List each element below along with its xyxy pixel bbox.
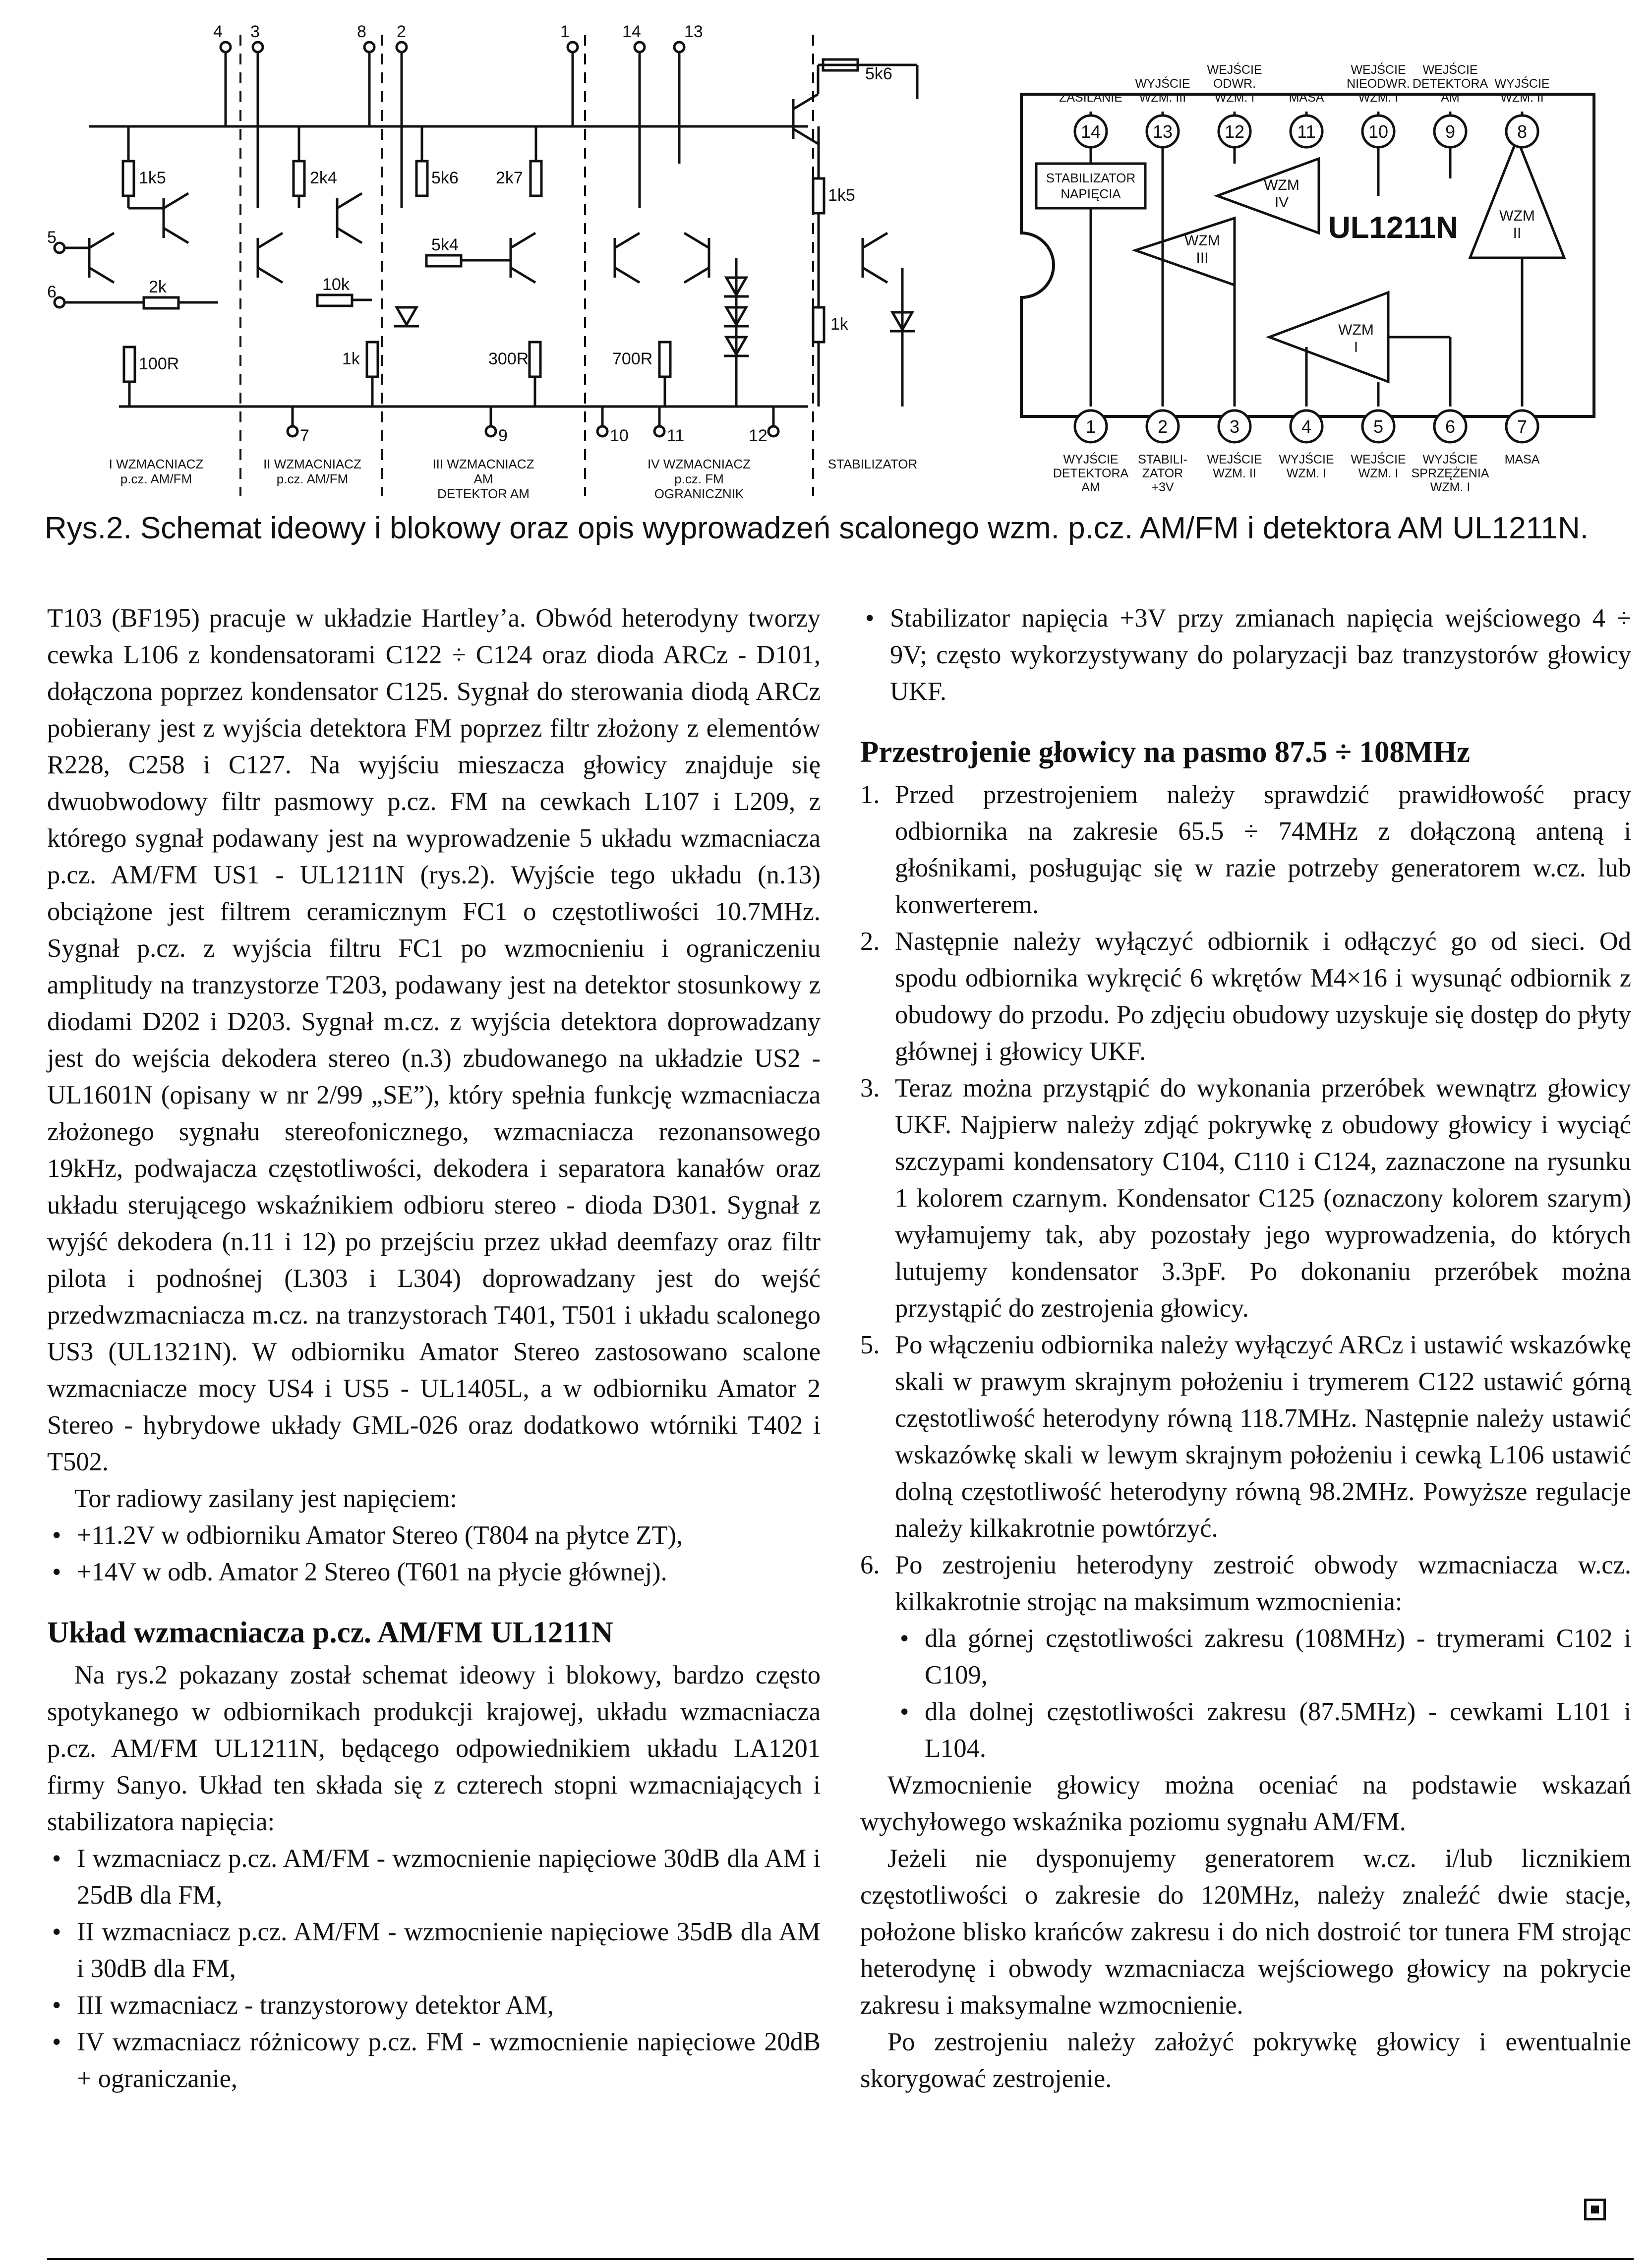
pin-label: 12 [749,426,767,445]
pin-description: AM [1441,91,1460,105]
section-label: II WZMACNIACZ [263,457,361,471]
page-rule [47,2258,1634,2260]
pin-label: 6 [47,283,57,301]
amp-label: II [1513,225,1522,241]
step-text: Następnie należy wyłączyć odbiornik i odłączyć go od sieci. Od spodu odbiornika wykręcić 6 wkrętów M4×16 i wysunąć odbiornik z obudowy do przodu. Po zdjęciu obudowy uzyskuje się dostęp do płyty głównej i głowicy UKF. [895,927,1631,1066]
section-label: p.cz. AM/FM [120,471,192,486]
component-label: 5k6 [865,64,892,83]
pin-label: 8 [357,22,366,41]
step-item [860,1327,1631,1547]
pin-label: 7 [300,426,309,445]
step-number: 3. [860,1074,880,1103]
pin-description: WZM. II [1500,91,1544,105]
pin-description: WEJŚCIE [1422,63,1478,77]
supply-list [47,1517,821,1590]
step-number: 6. [860,1551,880,1579]
paragraph: Na rys.2 pokazany został schemat ideowy i blokowy, bardzo często spotykanego w odbiornikach produkcji krajowej, układu wzmacniacza p.cz. AM/FM UL1211N, będącego odpowiednikiem układu LA1201 firmy Sanyo. Układ ten składa się z czterech stopni wzmacniających i stabilizatora napięcia: [47,1661,821,1836]
list-item: • Stabilizator napięcia +3V przy zmianach napięcia wejściowego 4 ÷ 9V; często wykorzystywany do polaryzacji baz tranzystorów głowicy UKF. [860,600,1631,710]
pin-description: WZM. I [1358,466,1399,480]
section-label: DETEKTOR AM [437,486,530,501]
stabilizer-label: STABILIZATOR [1046,171,1136,185]
list-item: • II wzmacniacz p.cz. AM/FM - wzmocnienie napięciowe 35dB dla AM i 30dB dla FM, [47,1914,821,1987]
pin-label: 10 [610,426,629,445]
pin-description: SPRZĘŻENIA [1411,466,1489,480]
amp-label: WZM [1499,208,1535,224]
pin-description: WZM. I [1214,91,1255,105]
pin-label: 13 [684,22,703,41]
list-item: • dla górnej częstotliwości zakresu (108MHz) - trymerami C102 i C109, [895,1620,1631,1693]
list-item: • IV wzmacniacz różnicowy p.cz. FM - wzmocnienie napięciowe 20dB + ograniczanie, [47,2024,821,2097]
paragraph: T103 (BF195) pracuje w układzie Hartley’a. Obwód heterodyny tworzy cewka L106 z kondensatorami C122 ÷ C124 oraz dioda ARCz - D101, dołączona poprzez kondensator C125. Sygnał do sterowania diodą ARCz pobierany jest z wyjścia detektora FM poprzez filtr złożony z elementów R228, C258 i C127. Na wyjściu mieszacza głowicy znajduje się dwuobwodowy filtr pasmowy p.cz. FM na cewkach L107 i L209, z którego sygnał podawany jest na wyprowadzenie 5 układu wzmacniacza p.cz. AM/FM US1 - UL1211N (rys.2). Wyjście tego układu (n.13) obciążone jest filtrem ceramicznym FC1 o częstotliwości 10.7MHz. Sygnał p.cz. z wyjścia filtru FC1 po wzmocnieniu i ograniczeniu amplitudy na tranzystorze T203, podawany jest na detektor stosunkowy z diodami D202 i D203. Sygnał m.cz. z wyjścia detektora doprowadzany jest do wejścia dekodera stereo (n.3) zbudowanego na układzie US2 - UL1601N (opisany w nr 2/99 „SE”), który spełnia funkcję wzmacniacza złożonego sygnału stereofonicznego, wzmacniacza rezonansowego 19kHz, podwajacza częstotliwości, dekodera i separatora kanałów oraz układu sterującego wskaźnikiem odbioru stereo - dioda D301. Sygnał z wyjść dekodera (n.11 i 12) po przejściu przez układ deemfazy oraz filtr pilota i podnośnej (L303 i L304) doprowadzany jest do wejść przedwzmacniacza m.cz. na tranzystorach T401, T501 i układu scalonego US3 (UL1321N). W odbiorniku Amator Stereo zastosowano scalone wzmacniacze mocy US4 i US5 - UL1405L, a w odbiorniku Amator 2 Stereo - hybrydowe układy GML-026 oraz dodatkowo wtórniki T402 i T502. [47,604,821,1476]
pin-label: 5 [47,228,57,247]
pin-description: WYJŚCIE [1494,77,1550,91]
step-item [860,1547,1631,1767]
pin-description: WEJŚCIE [1207,453,1262,466]
section-label: STABILIZATOR [827,457,918,471]
figure-drawing [0,0,1651,506]
pin-description: WZM. I [1286,466,1327,480]
component-label: 5k6 [431,169,459,187]
pin-description: WYJŚCIE [1279,453,1334,466]
paragraph: Po zestrojeniu należy założyć pokrywkę głowicy i ewentualnie skorygować zestrojenie. [860,2028,1631,2093]
pin-number: 13 [1152,121,1173,142]
amp-label: WZM [1184,233,1220,249]
section-label: p.cz. AM/FM [276,471,349,486]
pin-description: DETEKTORA [1053,466,1129,480]
end-of-article-icon [1584,2199,1606,2220]
list-item: • +11.2V w odbiorniku Amator Stereo (T804 na płytce ZT), [47,1517,821,1554]
stabilizer-label: NAPIĘCIA [1061,186,1121,201]
pin-description: DETEKTORA [1412,77,1488,91]
component-label: 100R [139,354,179,373]
component-label: 1k5 [139,169,166,187]
amp-label: IV [1274,194,1289,211]
amp-label: WZM [1338,322,1374,338]
pin-label: 1 [560,22,570,41]
pin-label: 14 [622,22,641,41]
section-label: III WZMACNIACZ [432,457,534,471]
component-label: 5k4 [431,235,459,254]
component-label: 1k [342,349,360,368]
pin-description: WYJŚCIE [1063,453,1119,466]
list-item: • dla dolnej częstotliwości zakresu (87.5MHz) - cewkami L101 i L104. [895,1693,1631,1767]
component-label: 300R [488,349,529,368]
pin-description: WZM. I [1430,480,1471,494]
section-label: p.cz. FM [674,471,724,486]
pin-number: 2 [1157,416,1168,437]
section-heading: Przestrojenie głowicy na pasmo 87.5 ÷ 108MHz [860,736,1471,769]
component-label: 1k5 [828,186,855,205]
right-column [860,600,1631,2097]
step-text: Teraz można przystąpić do wykonania przeróbek wewnątrz głowicy UKF. Najpierw należy zdjąć pokrywkę z obudowy głowicy i wyciąć szczypami kondensatory C104, C110 i C124, zaznaczone na rysunku 1 kolorem czarnym. Kondensator C125 (oznaczony kolorem szarym) wyłamujemy tak, aby pozostały jego wyprowadzenia, do których lutujemy kondensator 3.3pF. Po dokonaniu przeróbek można przystąpić do zestrojenia głowicy. [895,1074,1631,1323]
schematic-section-labels [109,457,918,501]
steps-list [860,776,1631,1767]
sub-list [895,1620,1631,1767]
pin-number: 4 [1301,416,1312,437]
list-item: • +14V w odb. Amator 2 Stereo (T601 na płycie głównej). [47,1554,821,1590]
pin-description: ODWR. [1213,77,1256,91]
component-label: 2k4 [310,169,337,187]
amp-label: WZM [1264,177,1299,193]
block-pin-numbers [1081,121,1527,437]
pin-label: 3 [250,22,260,41]
pin-label: 2 [397,22,406,41]
pin-description: WEJŚCIE [1351,453,1406,466]
list-item: • I wzmacniacz p.cz. AM/FM - wzmocnienie napięciowe 30dB dla AM i 25dB dla FM, [47,1840,821,1914]
pin-number: 5 [1373,416,1384,437]
step-item [860,923,1631,1070]
pin-number: 12 [1224,121,1245,142]
section-label: AM [473,471,493,486]
component-label: 2k [149,278,167,296]
step-text: Przed przestrojeniem należy sprawdzić prawidłowość pracy odbiornika na zakresie 65.5 ÷ 74MHz z dołączoną anteną i głośnikami, posługując się w razie potrzeby generatorem w.cz. lub konwerterem. [895,780,1631,919]
list-item: • III wzmacniacz - tranzystorowy detektor AM, [47,1987,821,2024]
figure-caption: Rys.2. Schemat ideowy i blokowy oraz opis wyprowadzeń scalonego wzm. p.cz. AM/FM i detektora AM UL1211N. [45,511,1589,545]
pin-description: WZM. II [1213,466,1256,480]
pin-number: 8 [1517,121,1528,142]
section-label: IV WZMACNIACZ [648,457,751,471]
pin-number: 9 [1445,121,1456,142]
amp-label: I [1354,339,1358,355]
step-text: Po włączeniu odbiornika należy wyłączyć ARCz i ustawić wskazówkę skali w prawym skrajnym położeniu i trymerem C122 ustawić górną częstotliwość heterodyny równą 118.7MHz. Następnie należy ustawić wskazówkę skali w lewym skrajnym położeniu i cewką L106 ustawić dolną częstotliwość heterodyny równą 98.2MHz. Powyższe regulacje należy kilkakrotnie powtórzyć. [895,1331,1631,1543]
pin-number: 7 [1517,416,1528,437]
step-number: 2. [860,927,880,956]
pin-description: WZM. I [1358,91,1399,105]
pin-description: MASA [1504,453,1540,466]
component-label: 10k [322,275,350,294]
step-number: 5. [860,1331,880,1359]
paragraph: Jeżeli nie dysponujemy generatorem w.cz. i/lub licznikiem częstotliwości o zakresie do 120MHz, należy znaleźć dwie stacje, położone blisko krańców zakresu i do nich dostroić tor tunera FM strojąc heterodynę i obwody wzmacniacza wejściowego głowicy na pokrycie zakresu i maksymalne wzmocnienie. [860,1844,1631,2020]
pin-number: 1 [1085,416,1096,437]
pin-description: +3V [1151,480,1174,494]
pin-description: ZATOR [1142,466,1183,480]
pin-description: WYJŚCIE [1422,453,1478,466]
pin-label: 4 [213,22,223,41]
section-label: OGRANICZNIK [654,486,744,501]
step-number: 1. [860,780,880,809]
pin-description: WZM. III [1139,91,1186,105]
pin-description: WYJŚCIE [1135,77,1190,91]
amp-label: III [1196,250,1209,266]
amp-stage-list [47,1840,821,2097]
step-item [860,1070,1631,1327]
step-text: Po zestrojeniu heterodyny zestroić obwody wzmacniacza w.cz. kilkakrotnie strojąc na maksimum wzmocnienia: [895,1551,1631,1616]
figure-rys2 [0,0,1651,595]
paragraph: Wzmocnienie głowicy można oceniać na podstawie wskazań wychyłowego wskaźnika poziomu sygnału AM/FM. [860,1771,1631,1836]
pin-description: NIEODWR. [1347,77,1410,91]
step-item [860,776,1631,923]
section-label: I WZMACNIACZ [109,457,204,471]
pin-label: 9 [498,426,508,445]
pin-number: 14 [1080,121,1101,142]
pin-number: 3 [1229,416,1240,437]
paragraph: Tor radiowy zasilany jest napięciem: [74,1484,457,1513]
component-label: 700R [612,349,653,368]
left-column [47,600,821,2097]
pin-description: WEJŚCIE [1351,63,1406,77]
component-label: 2k7 [496,169,523,187]
stabilizer-list [860,600,1631,710]
pin-description: ZASILANIE [1059,91,1122,105]
pin-description: AM [1081,480,1100,494]
pin-description: STABILI- [1138,453,1187,466]
pin-description: MASA [1289,91,1324,105]
pin-number: 6 [1445,416,1456,437]
pin-number: 10 [1368,121,1389,142]
pin-label: 11 [667,426,685,445]
section-heading: Układ wzmacniacza p.cz. AM/FM UL1211N [47,1616,613,1649]
chip-name: UL1211N [1328,211,1458,245]
pin-description: WEJŚCIE [1207,63,1262,77]
pin-number: 11 [1297,121,1316,142]
component-label: 1k [830,315,848,334]
